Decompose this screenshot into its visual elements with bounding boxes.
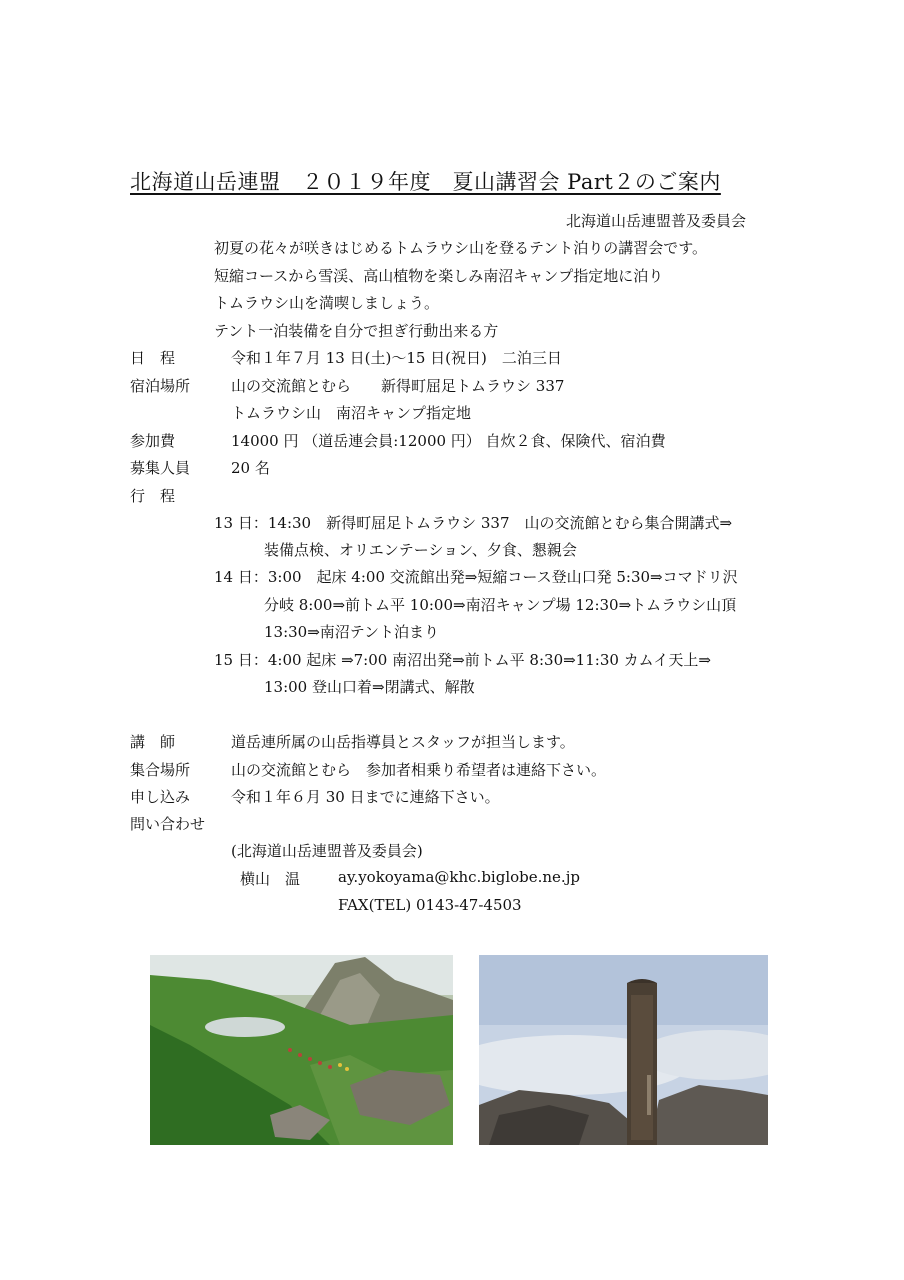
schedule-day14-line3: 13:30⇒南沼テント泊まり (264, 623, 440, 641)
intro-line-3: トムラウシ山を満喫しましょう。 (214, 294, 440, 312)
schedule-day14-line1: 14 日：3:00 起床 4:00 交流館出発⇒短縮コース登山口発 5:30⇒コマドリ沢 (214, 568, 738, 586)
contact-name: 横山 温 (240, 870, 301, 888)
apply-value: 令和１年６月 30 日までに連絡下さい。 (231, 788, 500, 806)
fee-value: 14000 円 （道岳連会員:12000 円） 自炊２食、保険代、宿泊費 (231, 432, 666, 450)
instructor-value: 道岳連所属の山岳指導員とスタッフが担当します。 (231, 733, 575, 751)
summit-marker-photo (479, 955, 768, 1145)
itinerary-label: 行 程 (130, 487, 176, 505)
schedule-day13-line1: 13 日：14:30 新得町屈足トムラウシ 337 山の交流館とむら集合開講式⇒ (214, 514, 733, 532)
intro-line-2: 短縮コースから雪渓、高山植物を楽しみ南沼キャンプ指定地に泊り (214, 267, 664, 285)
schedule-day13-line2: 装備点検、オリエンテーション、夕食、懇親会 (264, 541, 577, 559)
contact-email[interactable]: ay.yokoyama@khc.biglobe.ne.jp (338, 868, 580, 886)
intro-line-4: テント一泊装備を自分で担ぎ行動出来る方 (214, 322, 499, 340)
contact-label: 問い合わせ (130, 815, 206, 833)
schedule-day15-line2: 13:00 登山口着⇒閉講式、解散 (264, 678, 475, 696)
schedule-day15-line1: 15 日：4:00 起床 ⇒7:00 南沼出発⇒前トム平 8:30⇒11:30 カムイ天上⇒ (214, 651, 711, 669)
organizer: 北海道山岳連盟普及委員会 (566, 212, 747, 230)
dates-label: 日 程 (130, 349, 176, 367)
apply-label: 申し込み (130, 788, 191, 806)
page-title: 北海道山岳連盟 ２０１９年度 夏山講習会 Part２のご案内 (130, 170, 721, 194)
lodging-value-2: トムラウシ山 南沼キャンプ指定地 (231, 404, 472, 422)
capacity-value: 20 名 (231, 459, 270, 477)
meeting-value: 山の交流館とむら 参加者相乗り希望者は連絡下さい。 (231, 761, 607, 779)
lodging-label: 宿泊場所 (130, 377, 191, 395)
fee-label: 参加費 (130, 432, 176, 450)
contact-org: (北海道山岳連盟普及委員会) (231, 842, 423, 860)
schedule-day14-line2: 分岐 8:00⇒前トム平 10:00⇒南沼キャンプ場 12:30⇒トムラウシ山頂 (264, 596, 737, 614)
intro-line-1: 初夏の花々が咲きはじめるトムラウシ山を登るテント泊りの講習会です。 (214, 239, 708, 257)
lodging-value-1: 山の交流館とむら 新得町屈足トムラウシ 337 (231, 377, 565, 395)
capacity-label: 募集人員 (130, 459, 191, 477)
instructor-label: 講 師 (130, 733, 176, 751)
dates-value: 令和１年７月 13 日(土)～15 日(祝日) 二泊三日 (231, 349, 562, 367)
mountain-slope-photo (150, 955, 453, 1145)
meeting-label: 集合場所 (130, 761, 191, 779)
contact-fax: FAX(TEL) 0143-47-4503 (338, 896, 522, 914)
